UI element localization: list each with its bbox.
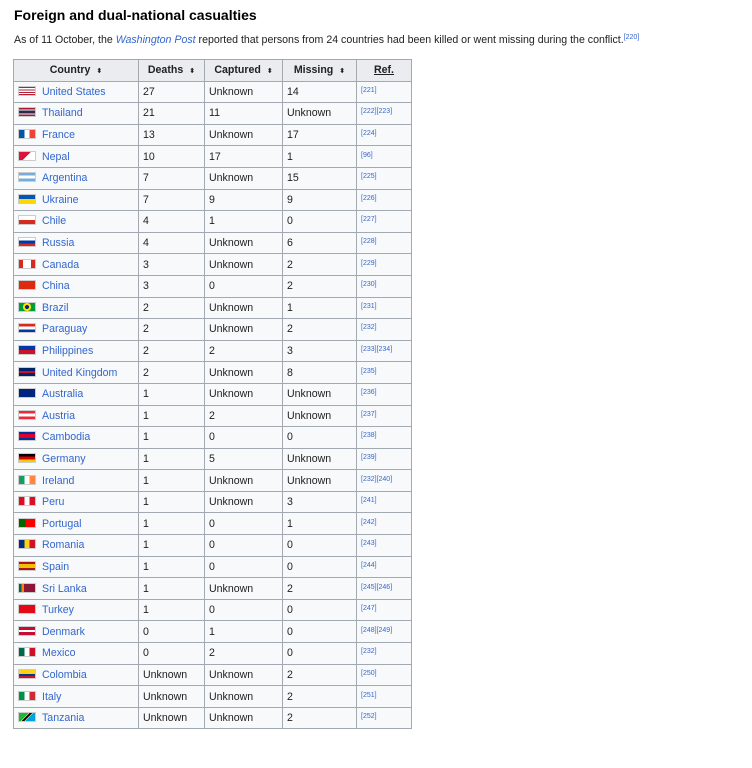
country-link[interactable]: Argentina bbox=[42, 172, 88, 185]
deaths-cell: 2 bbox=[139, 319, 205, 341]
ref-link[interactable]: [230] bbox=[361, 281, 377, 289]
ref-cell bbox=[357, 103, 412, 125]
country-cell bbox=[14, 599, 139, 621]
deaths-cell: 1 bbox=[139, 470, 205, 492]
table-body bbox=[14, 81, 412, 729]
country-cell bbox=[14, 383, 139, 405]
country-link[interactable]: United Kingdom bbox=[42, 366, 118, 379]
missing-cell: 0 bbox=[283, 211, 357, 233]
ref-cell bbox=[357, 686, 412, 708]
ref-cell bbox=[357, 167, 412, 189]
country-cell bbox=[14, 535, 139, 557]
deaths-column-header[interactable] bbox=[139, 60, 205, 82]
ref-cell bbox=[357, 211, 412, 233]
country-link[interactable]: Denmark bbox=[42, 625, 85, 638]
flag-icon bbox=[18, 302, 36, 312]
ref-link[interactable]: [244] bbox=[361, 561, 377, 569]
country-cell bbox=[14, 275, 139, 297]
missing-cell: 15 bbox=[283, 167, 357, 189]
missing-cell: 2 bbox=[283, 664, 357, 686]
country-link[interactable]: Sri Lanka bbox=[42, 582, 87, 595]
table-row bbox=[14, 643, 412, 665]
captured-cell: Unknown bbox=[205, 707, 283, 729]
ref-cell bbox=[357, 362, 412, 384]
missing-header-label: Missing bbox=[293, 64, 334, 77]
deaths-cell: 0 bbox=[139, 621, 205, 643]
ref-cell bbox=[357, 146, 412, 168]
flag-icon bbox=[18, 539, 36, 549]
country-cell bbox=[14, 103, 139, 125]
flag-icon bbox=[18, 518, 36, 528]
section-heading: Foreign and dual-national casualties bbox=[14, 7, 257, 23]
ref-cell bbox=[357, 491, 412, 513]
country-cell bbox=[14, 340, 139, 362]
ref-cell bbox=[357, 470, 412, 492]
ref-link[interactable]: [248][249] bbox=[361, 626, 393, 634]
ref-link[interactable]: [233][234] bbox=[361, 346, 393, 354]
flag-icon bbox=[18, 388, 36, 398]
country-link[interactable]: Colombia bbox=[42, 668, 87, 681]
country-link[interactable]: Romania bbox=[42, 539, 85, 552]
table-row bbox=[14, 146, 412, 168]
flag-icon bbox=[18, 107, 36, 117]
flag-icon bbox=[18, 86, 36, 96]
ref-link[interactable]: [247] bbox=[361, 605, 377, 613]
ref-link[interactable]: [245][246] bbox=[361, 583, 393, 591]
table-row bbox=[14, 707, 412, 729]
flag-icon bbox=[18, 237, 36, 247]
table-row bbox=[14, 254, 412, 276]
missing-cell: 0 bbox=[283, 556, 357, 578]
missing-cell: 1 bbox=[283, 297, 357, 319]
deaths-cell: 1 bbox=[139, 556, 205, 578]
country-link[interactable]: Thailand bbox=[42, 107, 83, 120]
ref-cell bbox=[357, 513, 412, 535]
country-link[interactable]: Cambodia bbox=[42, 431, 91, 444]
deaths-cell: 3 bbox=[139, 275, 205, 297]
ref-cell bbox=[357, 124, 412, 146]
country-cell bbox=[14, 167, 139, 189]
ref-link[interactable]: [231] bbox=[361, 302, 377, 310]
missing-cell: 3 bbox=[283, 491, 357, 513]
missing-cell: Unknown bbox=[283, 103, 357, 125]
country-cell bbox=[14, 664, 139, 686]
table-row bbox=[14, 578, 412, 600]
table-row bbox=[14, 427, 412, 449]
deaths-cell: 1 bbox=[139, 599, 205, 621]
country-link[interactable]: Spain bbox=[42, 560, 70, 573]
flag-icon bbox=[18, 172, 36, 182]
captured-cell: Unknown bbox=[205, 470, 283, 492]
missing-cell: 2 bbox=[283, 707, 357, 729]
ref-cell bbox=[357, 340, 412, 362]
captured-cell: 0 bbox=[205, 535, 283, 557]
ref-cell bbox=[357, 254, 412, 276]
flag-icon bbox=[18, 475, 36, 485]
ref-header-label: Ref. bbox=[373, 64, 394, 77]
country-cell bbox=[14, 124, 139, 146]
captured-cell: 2 bbox=[205, 405, 283, 427]
ref-cell bbox=[357, 189, 412, 211]
ref-cell bbox=[357, 297, 412, 319]
country-cell bbox=[14, 621, 139, 643]
ref-link[interactable]: [96] bbox=[361, 151, 373, 159]
ref-cell bbox=[357, 621, 412, 643]
table-row bbox=[14, 211, 412, 233]
captured-cell: 17 bbox=[205, 146, 283, 168]
ref-cell bbox=[357, 599, 412, 621]
country-cell bbox=[14, 146, 139, 168]
deaths-cell: 21 bbox=[139, 103, 205, 125]
table-row bbox=[14, 103, 412, 125]
flag-icon bbox=[18, 647, 36, 657]
country-cell bbox=[14, 211, 139, 233]
deaths-cell: 7 bbox=[139, 167, 205, 189]
missing-cell: 17 bbox=[283, 124, 357, 146]
captured-cell: Unknown bbox=[205, 686, 283, 708]
country-link[interactable]: Ukraine bbox=[42, 193, 79, 206]
ref-link[interactable]: [232] bbox=[361, 648, 377, 656]
table-row bbox=[14, 189, 412, 211]
missing-cell: 2 bbox=[283, 686, 357, 708]
country-link[interactable]: Tanzania bbox=[42, 712, 85, 725]
country-header-label: Country bbox=[49, 64, 91, 77]
country-link[interactable]: Turkey bbox=[42, 604, 74, 617]
missing-cell: 1 bbox=[283, 513, 357, 535]
table-row bbox=[14, 362, 412, 384]
country-link[interactable]: Italy bbox=[42, 690, 62, 703]
country-cell bbox=[14, 578, 139, 600]
flag-icon bbox=[18, 712, 36, 722]
missing-cell: 6 bbox=[283, 232, 357, 254]
captured-cell: Unknown bbox=[205, 491, 283, 513]
country-link[interactable]: Nepal bbox=[42, 150, 70, 163]
ref-link[interactable]: [242] bbox=[361, 518, 377, 526]
captured-cell: 0 bbox=[205, 427, 283, 449]
country-link[interactable]: Australia bbox=[42, 388, 84, 401]
washington-post-link[interactable]: Washington Post bbox=[115, 34, 196, 46]
deaths-cell: 1 bbox=[139, 383, 205, 405]
deaths-cell: 1 bbox=[139, 535, 205, 557]
captured-cell: 1 bbox=[205, 621, 283, 643]
table-row bbox=[14, 405, 412, 427]
captured-cell: Unknown bbox=[205, 383, 283, 405]
ref-link[interactable]: [225] bbox=[361, 173, 377, 181]
ref-cell bbox=[357, 643, 412, 665]
country-cell bbox=[14, 427, 139, 449]
deaths-cell: 1 bbox=[139, 448, 205, 470]
intro-ref-link[interactable]: [220] bbox=[623, 34, 640, 41]
deaths-header-label: Deaths bbox=[147, 64, 184, 77]
country-cell bbox=[14, 319, 139, 341]
table-row bbox=[14, 448, 412, 470]
captured-cell: Unknown bbox=[205, 297, 283, 319]
country-cell bbox=[14, 643, 139, 665]
country-link[interactable]: France bbox=[42, 129, 75, 142]
deaths-cell: 0 bbox=[139, 643, 205, 665]
country-link[interactable]: Russia bbox=[42, 237, 75, 250]
table-row bbox=[14, 232, 412, 254]
captured-cell: Unknown bbox=[205, 664, 283, 686]
missing-cell: 0 bbox=[283, 621, 357, 643]
flag-icon bbox=[18, 129, 36, 139]
table-row bbox=[14, 297, 412, 319]
deaths-cell: 10 bbox=[139, 146, 205, 168]
flag-icon bbox=[18, 431, 36, 441]
country-link[interactable]: Ireland bbox=[42, 474, 75, 487]
captured-cell: Unknown bbox=[205, 124, 283, 146]
table-row bbox=[14, 621, 412, 643]
country-cell bbox=[14, 297, 139, 319]
ref-link[interactable]: [226] bbox=[361, 194, 377, 202]
ref-link[interactable]: [238] bbox=[361, 432, 377, 440]
sort-icon[interactable]: ⬍ bbox=[339, 68, 346, 76]
country-link[interactable]: China bbox=[42, 280, 70, 293]
captured-cell: Unknown bbox=[205, 578, 283, 600]
ref-link[interactable]: [221] bbox=[361, 86, 377, 94]
ref-link[interactable]: [224] bbox=[361, 130, 377, 138]
captured-header-label: Captured bbox=[214, 64, 261, 77]
deaths-cell: 1 bbox=[139, 513, 205, 535]
deaths-cell: 4 bbox=[139, 232, 205, 254]
country-cell bbox=[14, 362, 139, 384]
intro-text-before: As of 11 October, the bbox=[14, 34, 116, 46]
missing-cell: 0 bbox=[283, 599, 357, 621]
flag-icon bbox=[18, 280, 36, 290]
ref-link[interactable]: [252] bbox=[361, 713, 377, 721]
ref-link[interactable]: [243] bbox=[361, 540, 377, 548]
country-cell bbox=[14, 556, 139, 578]
country-link[interactable]: Peru bbox=[42, 496, 65, 509]
table-row bbox=[14, 535, 412, 557]
ref-column-header bbox=[357, 60, 412, 82]
captured-cell: 5 bbox=[205, 448, 283, 470]
country-link[interactable]: Chile bbox=[42, 215, 67, 228]
country-cell bbox=[14, 448, 139, 470]
deaths-cell: 27 bbox=[139, 81, 205, 103]
missing-cell: 0 bbox=[283, 535, 357, 557]
ref-cell bbox=[357, 81, 412, 103]
deaths-cell: Unknown bbox=[139, 707, 205, 729]
missing-cell: 8 bbox=[283, 362, 357, 384]
country-cell bbox=[14, 470, 139, 492]
ref-cell bbox=[357, 275, 412, 297]
country-cell bbox=[14, 405, 139, 427]
casualties-table bbox=[13, 59, 412, 729]
deaths-cell: 2 bbox=[139, 340, 205, 362]
sort-icon[interactable]: ⬍ bbox=[96, 68, 103, 76]
ref-link[interactable]: [251] bbox=[361, 691, 377, 699]
country-link[interactable]: Paraguay bbox=[42, 323, 88, 336]
ref-cell bbox=[357, 556, 412, 578]
captured-cell: Unknown bbox=[205, 232, 283, 254]
flag-icon bbox=[18, 626, 36, 636]
ref-cell bbox=[357, 448, 412, 470]
country-link[interactable]: Brazil bbox=[42, 301, 69, 314]
table-row bbox=[14, 81, 412, 103]
ref-link[interactable]: [228] bbox=[361, 238, 377, 246]
deaths-cell: 13 bbox=[139, 124, 205, 146]
deaths-cell: 7 bbox=[139, 189, 205, 211]
deaths-cell: 2 bbox=[139, 362, 205, 384]
ref-link[interactable]: [235] bbox=[361, 367, 377, 375]
intro-paragraph bbox=[14, 34, 639, 46]
table-row bbox=[14, 383, 412, 405]
missing-cell: Unknown bbox=[283, 405, 357, 427]
deaths-cell: 4 bbox=[139, 211, 205, 233]
captured-cell: 0 bbox=[205, 513, 283, 535]
country-cell bbox=[14, 513, 139, 535]
ref-cell bbox=[357, 578, 412, 600]
table-row bbox=[14, 319, 412, 341]
country-cell bbox=[14, 81, 139, 103]
flag-icon bbox=[18, 345, 36, 355]
ref-link[interactable]: [250] bbox=[361, 669, 377, 677]
table-row bbox=[14, 664, 412, 686]
missing-cell: 0 bbox=[283, 427, 357, 449]
country-cell bbox=[14, 232, 139, 254]
missing-cell: 14 bbox=[283, 81, 357, 103]
country-link[interactable]: Austria bbox=[42, 409, 75, 422]
missing-column-header[interactable] bbox=[283, 60, 357, 82]
ref-link[interactable]: [241] bbox=[361, 497, 377, 505]
table-row bbox=[14, 491, 412, 513]
flag-icon bbox=[18, 583, 36, 593]
ref-cell bbox=[357, 707, 412, 729]
country-cell bbox=[14, 686, 139, 708]
missing-cell: 3 bbox=[283, 340, 357, 362]
captured-cell: 2 bbox=[205, 340, 283, 362]
flag-icon bbox=[18, 496, 36, 506]
table-row bbox=[14, 275, 412, 297]
captured-column-header[interactable] bbox=[205, 60, 283, 82]
country-column-header[interactable] bbox=[14, 60, 139, 82]
missing-cell: 2 bbox=[283, 275, 357, 297]
deaths-cell: 3 bbox=[139, 254, 205, 276]
flag-icon bbox=[18, 561, 36, 571]
ref-cell bbox=[357, 383, 412, 405]
country-cell bbox=[14, 254, 139, 276]
sort-icon[interactable]: ⬍ bbox=[266, 68, 273, 76]
country-link[interactable]: Mexico bbox=[42, 647, 76, 660]
deaths-cell: 1 bbox=[139, 427, 205, 449]
country-cell bbox=[14, 491, 139, 513]
captured-cell: 0 bbox=[205, 599, 283, 621]
captured-cell: 0 bbox=[205, 275, 283, 297]
captured-cell: Unknown bbox=[205, 319, 283, 341]
captured-cell: 0 bbox=[205, 556, 283, 578]
ref-link[interactable]: [232] bbox=[361, 324, 377, 332]
table-row bbox=[14, 599, 412, 621]
flag-icon bbox=[18, 669, 36, 679]
country-cell bbox=[14, 707, 139, 729]
flag-icon bbox=[18, 215, 36, 225]
missing-cell: 1 bbox=[283, 146, 357, 168]
country-link[interactable]: Canada bbox=[42, 258, 80, 271]
missing-cell: 9 bbox=[283, 189, 357, 211]
captured-cell: Unknown bbox=[205, 254, 283, 276]
flag-icon bbox=[18, 194, 36, 204]
deaths-cell: 1 bbox=[139, 578, 205, 600]
missing-cell: Unknown bbox=[283, 470, 357, 492]
flag-icon bbox=[18, 323, 36, 333]
missing-cell: Unknown bbox=[283, 448, 357, 470]
intro-text-after: reported that persons from 24 countries had been killed or went missing during the conflict. bbox=[195, 34, 624, 46]
captured-cell: 11 bbox=[205, 103, 283, 125]
country-link[interactable]: Portugal bbox=[42, 517, 82, 530]
ref-link[interactable]: [229] bbox=[361, 259, 377, 267]
captured-cell: Unknown bbox=[205, 362, 283, 384]
flag-icon bbox=[18, 259, 36, 269]
captured-cell: 9 bbox=[205, 189, 283, 211]
flag-icon bbox=[18, 691, 36, 701]
ref-link[interactable]: [232][240] bbox=[361, 475, 393, 483]
deaths-cell: 1 bbox=[139, 405, 205, 427]
ref-cell bbox=[357, 319, 412, 341]
flag-icon bbox=[18, 367, 36, 377]
ref-cell bbox=[357, 232, 412, 254]
ref-cell bbox=[357, 664, 412, 686]
ref-link[interactable]: [222][223] bbox=[361, 108, 393, 116]
captured-cell: Unknown bbox=[205, 81, 283, 103]
table-row bbox=[14, 340, 412, 362]
country-cell bbox=[14, 189, 139, 211]
table-row bbox=[14, 167, 412, 189]
missing-cell: 2 bbox=[283, 319, 357, 341]
flag-icon bbox=[18, 151, 36, 161]
table-row bbox=[14, 686, 412, 708]
ref-link[interactable]: [227] bbox=[361, 216, 377, 224]
header-row bbox=[14, 60, 412, 82]
captured-cell: 2 bbox=[205, 643, 283, 665]
deaths-cell: Unknown bbox=[139, 664, 205, 686]
ref-link[interactable]: [239] bbox=[361, 453, 377, 461]
deaths-cell: 1 bbox=[139, 491, 205, 513]
missing-cell: 0 bbox=[283, 643, 357, 665]
ref-cell bbox=[357, 405, 412, 427]
ref-link[interactable]: [237] bbox=[361, 410, 377, 418]
country-link[interactable]: United States bbox=[42, 85, 106, 98]
captured-cell: 1 bbox=[205, 211, 283, 233]
flag-icon bbox=[18, 410, 36, 420]
country-link[interactable]: Germany bbox=[42, 452, 86, 465]
sort-icon[interactable]: ⬍ bbox=[189, 68, 196, 76]
ref-link[interactable]: [236] bbox=[361, 389, 377, 397]
captured-cell: Unknown bbox=[205, 167, 283, 189]
table-row bbox=[14, 556, 412, 578]
table-row bbox=[14, 470, 412, 492]
missing-cell: Unknown bbox=[283, 383, 357, 405]
deaths-cell: Unknown bbox=[139, 686, 205, 708]
table-row bbox=[14, 124, 412, 146]
table-row bbox=[14, 513, 412, 535]
deaths-cell: 2 bbox=[139, 297, 205, 319]
flag-icon bbox=[18, 453, 36, 463]
ref-cell bbox=[357, 535, 412, 557]
missing-cell: 2 bbox=[283, 578, 357, 600]
country-link[interactable]: Philippines bbox=[42, 345, 94, 358]
flag-icon bbox=[18, 604, 36, 614]
missing-cell: 2 bbox=[283, 254, 357, 276]
ref-cell bbox=[357, 427, 412, 449]
